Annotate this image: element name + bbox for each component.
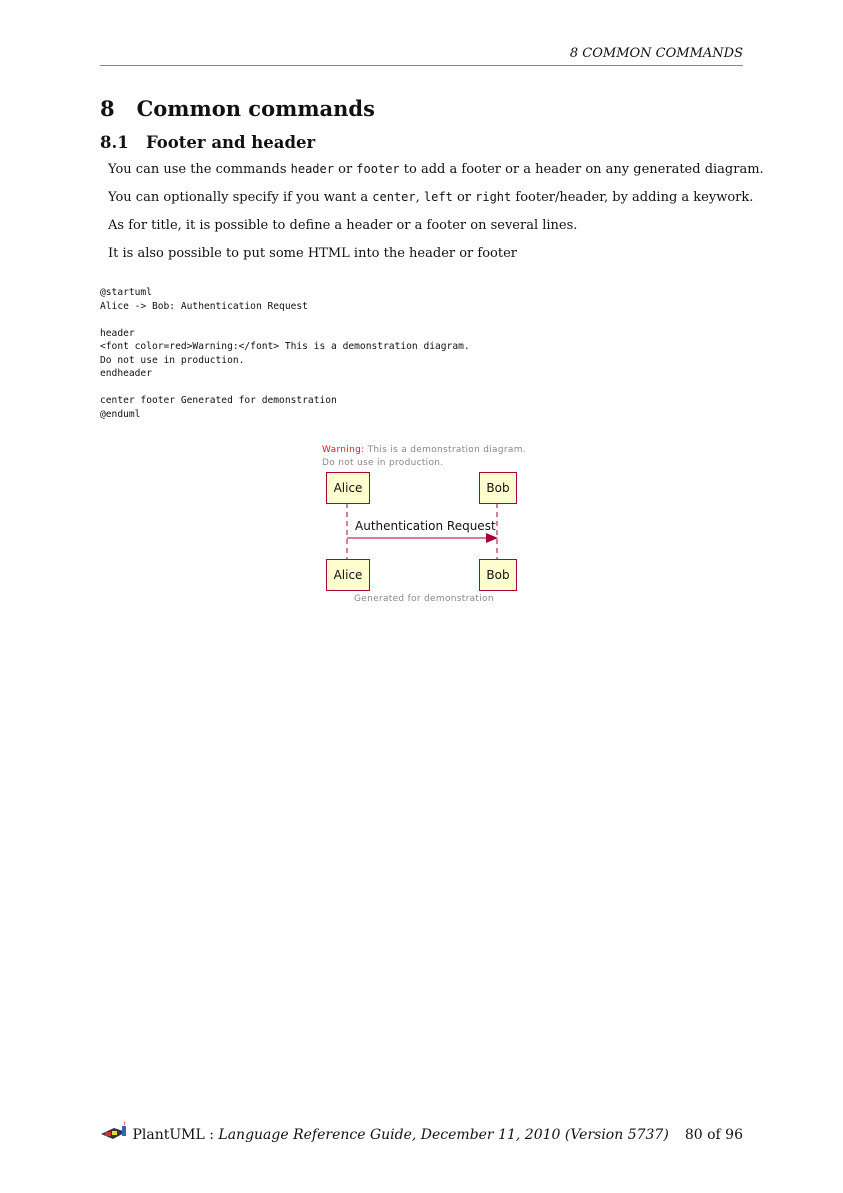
participant-alice-bottom: Alice <box>326 559 370 591</box>
paragraph: As for title, it is possible to define a header or a footer on several lines. <box>108 218 578 233</box>
section-heading: 8 Common commands <box>100 96 375 121</box>
diagram-footer: Generated for demonstration <box>354 594 494 604</box>
paragraph: It is also possible to put some HTML into the header or footer <box>108 246 517 261</box>
page-number: 80 of 96 <box>684 1127 743 1143</box>
participant-alice-top: Alice <box>326 472 370 504</box>
message-label: Authentication Request <box>355 519 496 533</box>
footer-title: PlantUML : Language Reference Guide, December 11, 2010 (Version 5737) <box>100 1122 669 1143</box>
diagram-header: Warning: This is a demonstration diagram. <box>322 445 526 455</box>
participant-bob-bottom: Bob <box>479 559 517 591</box>
subsection-heading: 8.1 Footer and header <box>100 133 316 152</box>
sequence-diagram <box>318 443 528 608</box>
diagram-header-line2: Do not use in production. <box>322 458 444 468</box>
participant-bob-top: Bob <box>479 472 517 504</box>
page-footer <box>100 1122 743 1143</box>
plantuml-logo-icon <box>100 1122 128 1142</box>
running-header: 8 COMMON COMMANDS <box>100 46 743 66</box>
code-listing: @startuml Alice -> Bob: Authentication Request header <font color=red>Warning:</font> This is a demonstration diagram. Do not use in production. endheader center footer Generated for demonstration @enduml <box>100 287 470 420</box>
paragraph: You can optionally specify if you want a center, left or right footer/header, by adding a keywork. <box>108 190 754 205</box>
paragraph: You can use the commands header or footer to add a footer or a header on any generated diagram. <box>108 162 764 177</box>
